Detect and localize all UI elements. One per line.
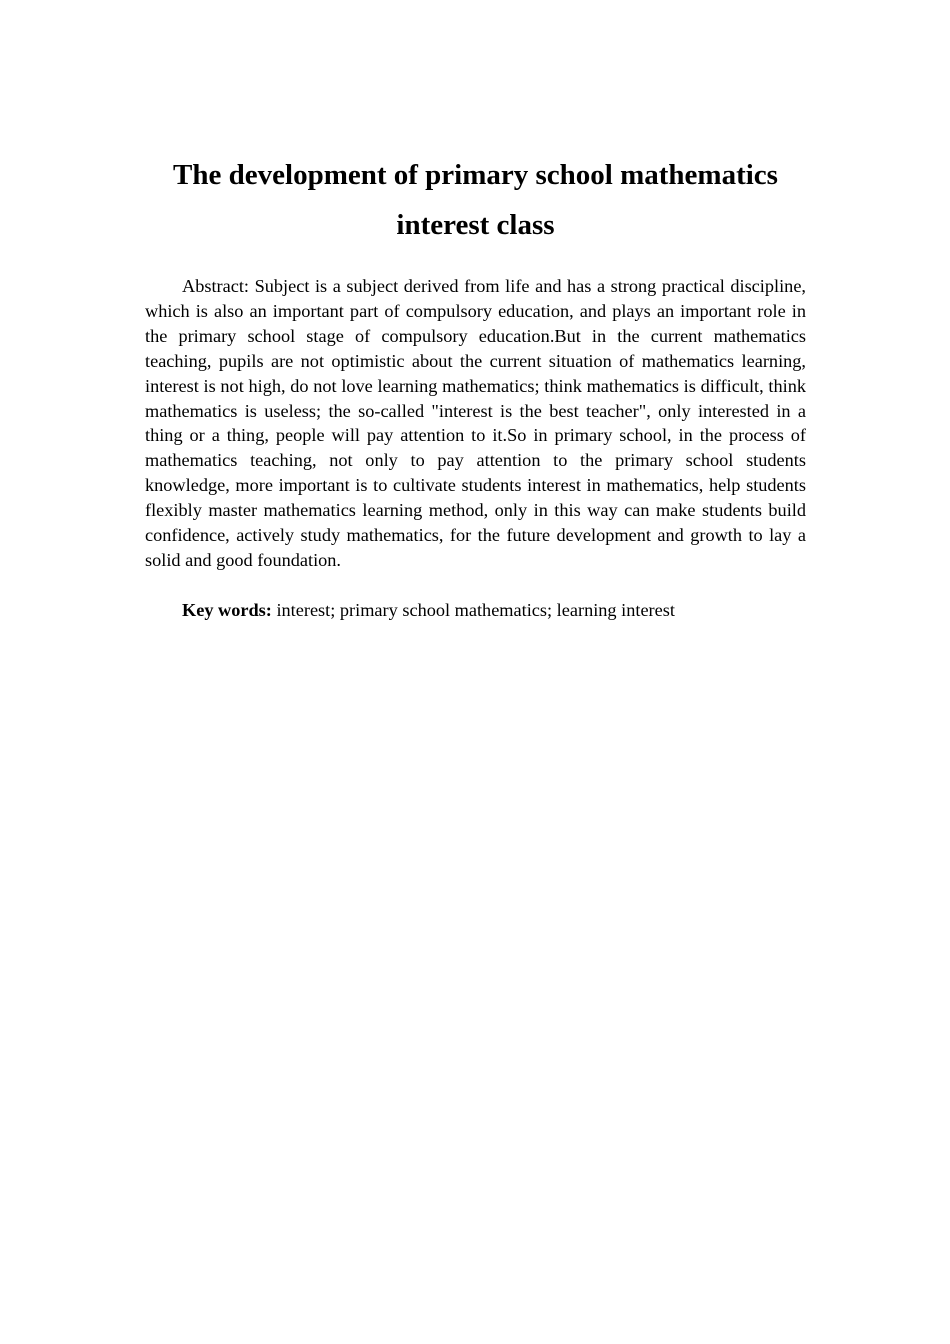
- keywords-paragraph: [145, 598, 806, 623]
- keywords-label: Key words:: [182, 600, 272, 620]
- paper-title: [145, 150, 806, 250]
- abstract-paragraph: Abstract: Subject is a subject derived from life and has a strong practical discipline, which is also an important part of compulsory education, and plays an important role in the primary school stage of compulsory education.But in the current mathematics teaching, pupils are not optimistic about the current situation of mathematics learning, interest is not high, do not love learning mathematics; think mathematics is difficult, think mathematics is useless; the so-called "interest is the best teacher", only interested in a thing or a thing, people will pay attention to it.So in primary school, in the process of mathematics teaching, not only to pay attention to the primary school students knowledge, more important is to cultivate students interest in mathematics, help students flexibly master mathematics learning method, only in this way can make students build confidence, actively study mathematics, for the future development and growth to lay a solid and good foundation.: [145, 276, 806, 570]
- keywords-text: interest; primary school mathematics; learning interest: [271, 600, 675, 620]
- paper-title-line-1: The development of primary school mathematics: [173, 159, 778, 191]
- paper-title-line-2: interest class: [396, 209, 555, 241]
